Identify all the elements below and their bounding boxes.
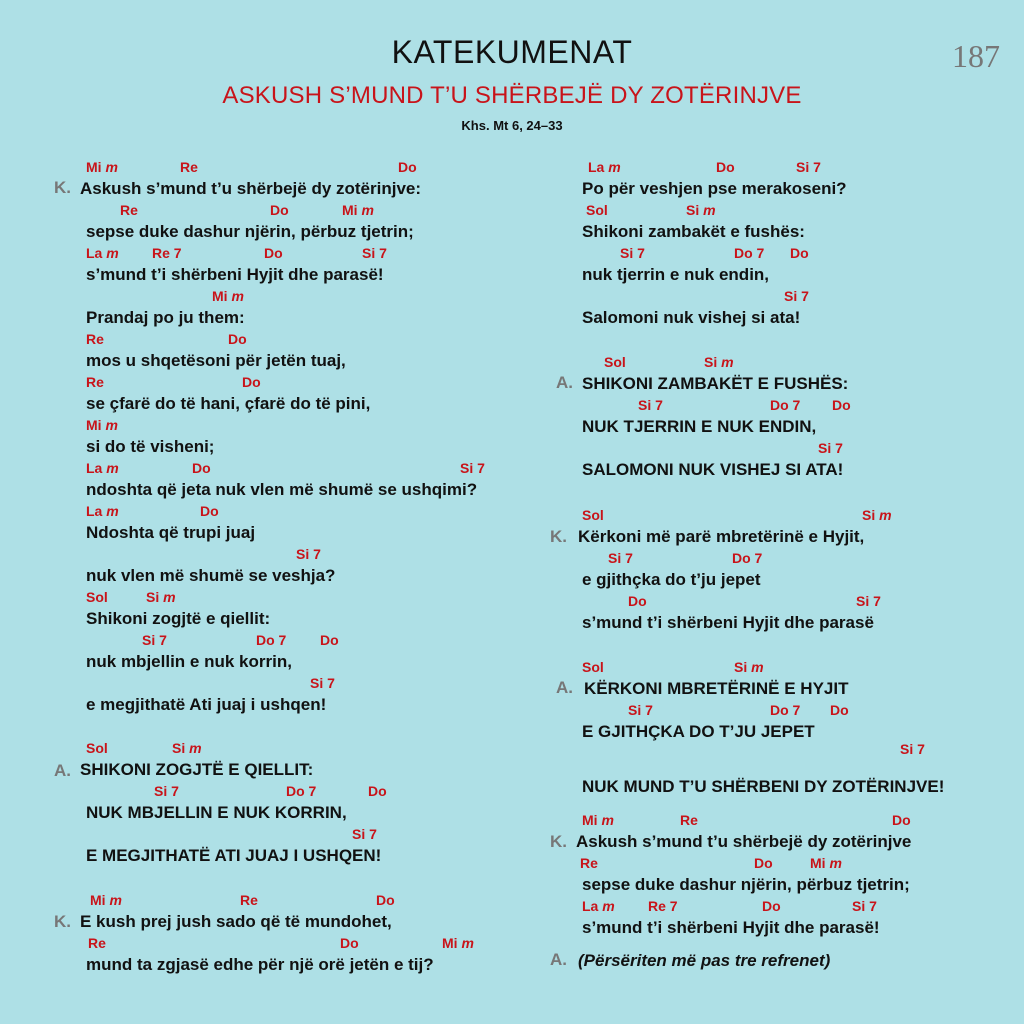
chord: Sol <box>586 202 608 218</box>
chord: Do 7 <box>286 783 317 799</box>
chord: Si 7 <box>856 593 881 609</box>
lyric-text: s’mund t’i shërbeni Hyjit dhe parasë! <box>86 265 384 284</box>
lyric-line <box>86 458 485 501</box>
lyric-line <box>582 352 848 395</box>
chord: Do <box>830 702 849 718</box>
lyric-text: Po për veshjen pse merakoseni? <box>582 179 847 198</box>
chord: Do <box>192 460 211 476</box>
page-title: KATEKUMENAT <box>391 34 633 70</box>
lyric-line <box>582 395 851 438</box>
chord: Si 7 <box>818 440 843 456</box>
refrain-block-right-2 <box>556 657 945 798</box>
lyric-line <box>86 544 477 587</box>
lyric-line <box>86 587 477 630</box>
verse-block-right-3 <box>550 810 917 939</box>
page-number: 187 <box>952 38 1000 74</box>
lyric-text: E MEGJITHATË ATI JUAJ I USHQEN! <box>86 846 382 865</box>
chord: Sol <box>604 354 626 370</box>
chord: Si m <box>862 507 892 523</box>
chord: Sol <box>86 740 108 756</box>
lyric-line <box>86 673 477 716</box>
verse-block-right-2 <box>550 505 892 634</box>
chord: Si m <box>686 202 716 218</box>
lyric-text: Shikoni zambakët e fushës: <box>582 222 805 241</box>
lyric-text: NUK MUND T’U SHËRBENI DY ZOTËRINJVE! <box>582 777 945 796</box>
chord: La m <box>588 159 621 175</box>
lyric-line <box>80 157 471 200</box>
chord: Mi m <box>582 812 614 828</box>
speaker-label: K. <box>550 527 567 546</box>
lyric-line <box>582 548 874 591</box>
lyric-line <box>582 700 944 743</box>
lyric-text: e gjithçka do t’ju jepet <box>582 570 761 589</box>
lyric-line <box>582 438 848 481</box>
lyric-line <box>86 933 474 976</box>
lyric-text: SHIKONI ZOGJTË E QIELLIT: <box>80 760 314 779</box>
chord: Si 7 <box>142 632 167 648</box>
chord: Do <box>368 783 387 799</box>
chord: Si 7 <box>352 826 377 842</box>
chord: Mi m <box>442 935 474 951</box>
chord: Si 7 <box>852 898 877 914</box>
verse-block-right-1 <box>582 157 847 329</box>
chord: Si 7 <box>460 460 485 476</box>
chord: Do <box>340 935 359 951</box>
chord: Do <box>790 245 809 261</box>
refrain-block-right-1 <box>556 352 851 481</box>
chord: Do 7 <box>734 245 765 261</box>
chord: Do <box>270 202 289 218</box>
speaker-label: A. <box>550 950 567 969</box>
chord: Do 7 <box>770 397 801 413</box>
speaker-label: A. <box>556 373 573 392</box>
chord: Si m <box>734 659 764 675</box>
lyric-text: se çfarë do të hani, çfarë do të pini, <box>86 394 371 413</box>
chord: Do <box>264 245 283 261</box>
lyric-text: Shikoni zogjtë e qiellit: <box>86 609 271 628</box>
lyric-line <box>582 157 847 200</box>
chord: Mi m <box>86 417 118 433</box>
chord: Do <box>242 374 261 390</box>
chord: Si 7 <box>362 245 387 261</box>
speaker-label: K. <box>54 912 71 931</box>
lyric-text: nuk vlen më shumë se veshja? <box>86 566 336 585</box>
lyric-text: mund ta zgjasë edhe për një orë jetën e tij? <box>86 955 434 974</box>
chord: Do <box>832 397 851 413</box>
chord: Do <box>716 159 735 175</box>
speaker-label: K. <box>550 832 567 851</box>
chord: Re <box>86 331 104 347</box>
chord: Do <box>754 855 773 871</box>
chord: Mi m <box>86 159 118 175</box>
chord: Do 7 <box>732 550 763 566</box>
chord: Si 7 <box>628 702 653 718</box>
chord: Do <box>762 898 781 914</box>
chord: Si m <box>704 354 734 370</box>
chord: Si 7 <box>796 159 821 175</box>
verse-block-left-1 <box>54 157 485 716</box>
lyric-text: ndoshta që jeta nuk vlen më shumë se ushqimi? <box>86 480 478 499</box>
lyric-text: E kush prej jush sado që të mundohet, <box>80 912 392 931</box>
lyric-line <box>86 243 477 286</box>
chord: Do <box>892 812 911 828</box>
chord: La m <box>582 898 615 914</box>
lyric-line <box>576 810 911 853</box>
lyric-text: Kërkoni më parë mbretërinë e Hyjit, <box>578 527 865 546</box>
lyric-line <box>86 286 477 329</box>
lyric-text: E GJITHÇKA DO T’JU JEPET <box>582 722 815 741</box>
chord: La m <box>86 460 119 476</box>
lyric-text: Salomoni nuk vishej si ata! <box>582 308 801 327</box>
speaker-label: A. <box>54 761 71 780</box>
lyric-line <box>582 286 847 329</box>
chord: Si 7 <box>310 675 335 691</box>
lyric-line <box>582 853 917 896</box>
lyric-text: si do të visheni; <box>86 437 215 456</box>
lyric-line <box>80 890 428 933</box>
repeat-note-block <box>550 950 831 972</box>
lyric-text: KËRKONI MBRETËRINË E HYJIT <box>584 679 849 698</box>
chord: Mi m <box>90 892 122 908</box>
lyric-line <box>582 591 881 634</box>
lyric-text: Askush s’mund t’u shërbejë dy zotërinjve <box>576 832 912 851</box>
chord: Si m <box>146 589 176 605</box>
lyric-line <box>582 896 917 939</box>
chord: Si 7 <box>900 741 925 757</box>
chord: Re 7 <box>152 245 182 261</box>
lyric-line <box>582 200 847 243</box>
repeat-note: (Përsëriten më pas tre refrenet) <box>578 951 831 970</box>
lyric-line <box>86 372 477 415</box>
lyric-line <box>86 200 477 243</box>
lyric-line <box>582 243 847 286</box>
lyric-line <box>584 657 946 700</box>
lyric-line <box>578 505 892 548</box>
chord: Do <box>398 159 417 175</box>
lyric-line <box>86 415 477 458</box>
lyric-text: SHIKONI ZAMBAKËT E FUSHËS: <box>582 374 849 393</box>
scripture-reference: Khs. Mt 6, 24–33 <box>461 118 563 133</box>
song-title: ASKUSH S’MUND T’U SHËRBEJË DY ZOTËRINJVE <box>222 82 802 109</box>
speaker-label: K. <box>54 178 71 197</box>
lyric-text: NUK TJERRIN E NUK ENDIN, <box>582 417 817 436</box>
chord: Re <box>86 374 104 390</box>
lyric-text: s’mund t’i shërbeni Hyjit dhe parasë! <box>582 918 880 937</box>
chord: La m <box>86 503 119 519</box>
chord: Si 7 <box>154 783 179 799</box>
chord: La m <box>86 245 119 261</box>
chord: Re <box>580 855 598 871</box>
chord: Re 7 <box>648 898 678 914</box>
chord: Sol <box>582 659 604 675</box>
chord: Do <box>320 632 339 648</box>
lyric-text: sepse duke dashur njërin, përbuz tjetrin; <box>582 875 910 894</box>
verse-block-left-2 <box>54 890 474 976</box>
chord: Mi m <box>342 202 374 218</box>
lyric-text: sepse duke dashur njërin, përbuz tjetrin; <box>86 222 414 241</box>
chord: Do 7 <box>256 632 287 648</box>
chord: Si m <box>172 740 202 756</box>
lyric-text: nuk mbjellin e nuk korrin, <box>86 652 292 671</box>
lyric-line <box>86 630 477 673</box>
chord: Do <box>228 331 247 347</box>
chord: Si 7 <box>608 550 633 566</box>
lyric-text: s’mund t’i shërbeni Hyjit dhe parasë <box>582 613 874 632</box>
chord: Mi m <box>212 288 244 304</box>
chord: Si 7 <box>296 546 321 562</box>
chord: Do <box>200 503 219 519</box>
lyric-text: SALOMONI NUK VISHEJ SI ATA! <box>582 460 844 479</box>
lyric-text: Askush s’mund t’u shërbejë dy zotërinjve: <box>80 179 422 198</box>
chord: Si 7 <box>638 397 663 413</box>
chord: Si 7 <box>620 245 645 261</box>
lyric-line <box>86 329 477 372</box>
lyric-line <box>86 781 387 824</box>
lyric-text: mos u shqetësoni për jetën tuaj, <box>86 351 346 370</box>
chord: Re <box>180 159 198 175</box>
lyric-line <box>80 738 375 781</box>
chord: Re <box>88 935 106 951</box>
chord: Re <box>120 202 138 218</box>
chord: Si 7 <box>784 288 809 304</box>
chord: Do <box>376 892 395 908</box>
chord: Re <box>680 812 698 828</box>
lyric-text: Ndoshta që trupi juaj <box>86 523 256 542</box>
lyric-text: e megjithatë Ati juaj i ushqen! <box>86 695 327 714</box>
chord: Do 7 <box>770 702 801 718</box>
refrain-block-left-1 <box>54 738 387 867</box>
lyric-line <box>86 824 381 867</box>
chord: Do <box>628 593 647 609</box>
lyric-line <box>582 743 944 798</box>
chord: Sol <box>582 507 604 523</box>
chord: Sol <box>86 589 108 605</box>
chord: Mi m <box>810 855 842 871</box>
lyric-text: nuk tjerrin e nuk endin, <box>582 265 770 284</box>
lyric-text: Prandaj po ju them: <box>86 308 245 327</box>
lyric-text: NUK MBJELLIN E NUK KORRIN, <box>86 803 347 822</box>
speaker-label: A. <box>556 678 573 697</box>
chord: Re <box>240 892 258 908</box>
lyric-line <box>86 501 477 544</box>
